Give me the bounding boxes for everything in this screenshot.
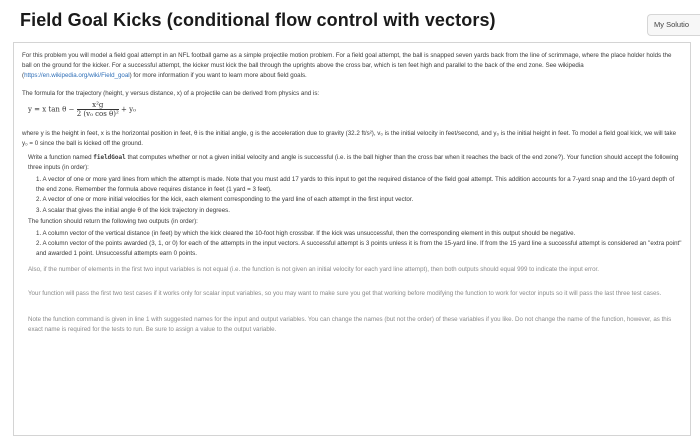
wikipedia-link[interactable]: https://en.wikipedia.org/wiki/Field_goal: [24, 72, 130, 80]
intro-paragraph: [22, 51, 682, 82]
formula-numerator: x²g: [77, 101, 119, 110]
list-item: 1. A vector of one or more yard lines from which the attempt is made. Note that you must add 17 yards to this input to get the required distance of the field goal attempt. This addition accounts for a 7-yard snap and the 10-yard depth of the end zone. Remember the formula above requires distance in feet (1 yard = 3 feet).: [36, 176, 675, 194]
formula-lhs: y = x tan θ −: [28, 105, 75, 114]
outputs-intro: The function should return the following two outputs (in order):: [28, 218, 198, 225]
function-command-note: Note the function command is given in line 1 with suggested names for the input and output variables. You can change the names (but not the order) of these variables if you like. Do not change the name of the function, however, as this exact name is required for the tests to run. Be sure to assign a value to the output variable.: [28, 316, 672, 334]
list-item: 2. A vector of one or more initial velocities for the kick, each element corresponding to the yard line of each attempt in the first input vector.: [36, 196, 414, 204]
problem-description: [13, 42, 691, 436]
intro-text: For this problem you will model a field goal attempt in an NFL football game as a simple projectile motion problem. For a field goal attempt, the ball is snapped seven yards back from the line of scrimmage, where the place holder holds the ball on the ground for the kicker. For a successful attempt, the kicker must kick the ball through the uprights above the cross bar, which is ten feet high and parallel to the back of the end zone. See wikipedia (: [22, 52, 672, 80]
trajectory-formula: [28, 101, 208, 127]
formula-intro: The formula for the trajectory (height, y versus distance, x) of a projectile can be derived from physics and is:: [22, 90, 320, 97]
variable-definitions: where y is the height in feet, x is the horizontal position in feet, θ is the initial angle, g is the acceleration due to gravity (32.2 ft/s²), v₀ is the initial velocity in feet/second, and y₀ is the initial height in feet. To model a field goal kick, we will take y₀ = 0 since the ball is kicked off the ground.: [22, 130, 677, 148]
formula-fraction: [77, 101, 119, 118]
instruction-text-end: that computes whether or not a given initial velocity and angle is successful (i.e. is the ball higher than the cross bar when it reaches the back of the end zone?). Your function should accept the following three inputs (in order):: [28, 154, 679, 172]
function-name: fieldGoal: [93, 154, 126, 161]
list-item: 1. A column vector of the vertical distance (in feet) by which the kick cleared the 10-foot high crossbar. If the kick was unsuccessful, then the corresponding element in this output should be negative.: [36, 230, 576, 237]
page-title: Field Goal Kicks (conditional flow control with vectors): [20, 10, 496, 30]
formula-denominator: 2 (v₀ cos θ)²: [76, 110, 119, 118]
my-solution-button[interactable]: My Solutio: [647, 14, 700, 36]
list-item: 3. A scalar that gives the initial angle θ of the kick trajectory in degrees.: [36, 206, 230, 214]
outputs-list: [36, 229, 682, 260]
formula-rhs: + y₀: [121, 105, 136, 114]
intro-text-end: ) for more information if you want to learn more about field goals.: [129, 72, 307, 80]
list-item: 2. A column vector of the points awarded (3, 1, or 0) for each of the attempts in the input vectors. A successful attempt is 3 points unless it is from the 15-yard line. If from the 15 yard line a successful attempt is considered an "extra point" and awarded 1 point. Unsuccessful attempts earn 0 points.: [36, 240, 682, 258]
instruction-text: Write a function named: [28, 154, 94, 161]
input-error-note: Also, if the number of elements in the first two input variables is not equal (i.e. the function is not given an initial velocity for each yard line attempt), then both outputs should equal 999 to indicate the input error.: [28, 266, 599, 273]
function-instruction: [28, 153, 682, 173]
test-cases-note: Your function will pass the first two test cases if it works only for scalar input variables, so you may want to make sure you get that working before modifying the function to work for vector inputs so it will pass the last three test cases.: [28, 290, 662, 297]
inputs-list: [36, 175, 682, 216]
